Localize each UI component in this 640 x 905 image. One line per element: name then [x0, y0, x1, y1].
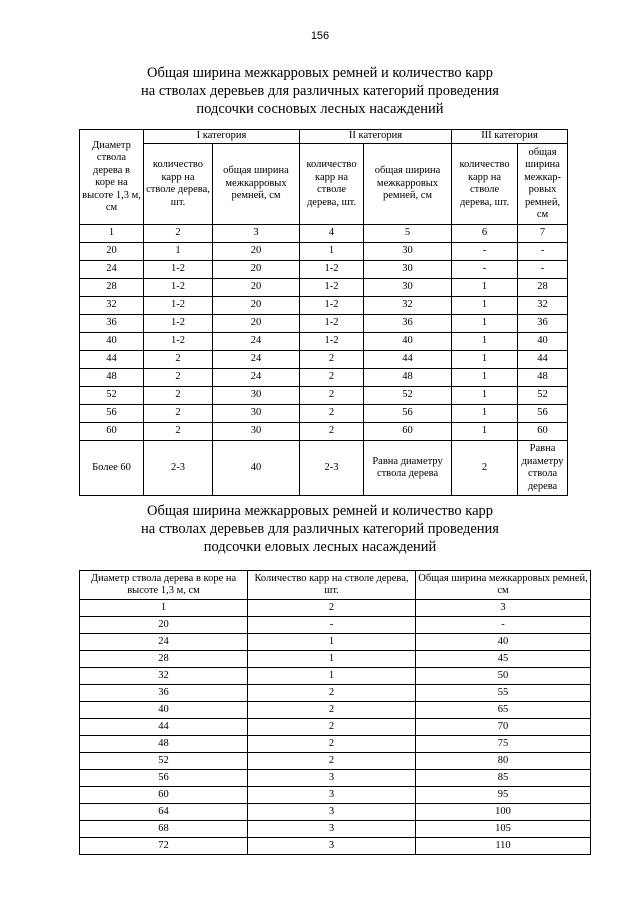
column-header: общая ширина межкарровых ремней, см [364, 144, 452, 225]
table-cell: 1 [452, 387, 518, 405]
table-cell: 40 [518, 333, 568, 351]
table-cell: 20 [213, 297, 300, 315]
table-cell: 60 [518, 423, 568, 441]
table-cell: 36 [80, 685, 248, 702]
table-cell: 85 [416, 770, 591, 787]
table-row [80, 787, 591, 804]
table-cell: 1 [248, 634, 416, 651]
table-cell: 40 [416, 634, 591, 651]
table-cell: 5 [364, 225, 452, 243]
table-cell: 3 [248, 821, 416, 838]
table-cell: 30 [364, 243, 452, 261]
table-cell: 1 [452, 405, 518, 423]
table-cell: 1-2 [144, 279, 213, 297]
table-cell: 56 [80, 770, 248, 787]
table-row [80, 387, 568, 405]
table-cell: 1 [452, 315, 518, 333]
table-cell: 1 [144, 243, 213, 261]
table-cell: 48 [364, 369, 452, 387]
table-cell: Равна диаметру ствола дерева [518, 441, 568, 496]
table-row [80, 441, 568, 496]
table-cell: 44 [80, 351, 144, 369]
table-cell: 28 [80, 279, 144, 297]
table-cell: 1 [452, 297, 518, 315]
category-header: I категория [144, 130, 300, 144]
table-cell: 44 [364, 351, 452, 369]
table-cell: 45 [416, 651, 591, 668]
table-cell: 68 [80, 821, 248, 838]
table-header-row [80, 130, 568, 144]
table-cell: 60 [364, 423, 452, 441]
table-cell: 80 [416, 753, 591, 770]
table-cell: 52 [80, 753, 248, 770]
column-header: Диаметр ствола дерева в коре на высоте 1,3 м, см [80, 571, 248, 600]
table-cell: 100 [416, 804, 591, 821]
table-cell: 24 [213, 369, 300, 387]
table-cell: 30 [213, 387, 300, 405]
table-cell: 52 [80, 387, 144, 405]
table-cell: 56 [518, 405, 568, 423]
table-cell: 75 [416, 736, 591, 753]
table-cell: 56 [364, 405, 452, 423]
table-cell: 20 [80, 243, 144, 261]
table-cell: 1-2 [300, 333, 364, 351]
table-cell: 28 [80, 651, 248, 668]
table-row [80, 753, 591, 770]
table-cell: 2 [300, 423, 364, 441]
table-cell: 36 [80, 315, 144, 333]
pine-table-title [60, 64, 580, 118]
table-cell: 3 [248, 770, 416, 787]
table-cell: 70 [416, 719, 591, 736]
table-cell: 36 [364, 315, 452, 333]
column-numbering-row [80, 225, 568, 243]
table-row [80, 315, 568, 333]
table-row [80, 617, 591, 634]
diameter-header: Диаметр ствола дерева в коре на высоте 1,3 м, см [80, 130, 144, 225]
column-header: количество карр на стволе дерева, шт. [144, 144, 213, 225]
table-cell: 40 [364, 333, 452, 351]
table-cell: 1-2 [300, 297, 364, 315]
table-cell: 2 [144, 387, 213, 405]
table-cell: 48 [80, 369, 144, 387]
table-cell: 2 [144, 225, 213, 243]
table-cell: 2 [144, 351, 213, 369]
table-row [80, 770, 591, 787]
table-cell: - [518, 243, 568, 261]
table-cell: 1 [80, 600, 248, 617]
column-header: количество карр на стволе дерева, шт. [300, 144, 364, 225]
table-row [80, 685, 591, 702]
table-subheader-row [80, 144, 568, 225]
table-row [80, 243, 568, 261]
title-line: подсочки сосновых лесных насаждений [196, 101, 444, 117]
table-cell: 24 [213, 333, 300, 351]
table-cell: 44 [80, 719, 248, 736]
table-cell: 3 [248, 787, 416, 804]
table-cell: 2 [248, 736, 416, 753]
column-header: Общая ширина межкарровых ремней, см [416, 571, 591, 600]
table-cell: 20 [213, 243, 300, 261]
table-cell: 1 [248, 668, 416, 685]
table-cell: 2 [144, 405, 213, 423]
table-cell: 64 [80, 804, 248, 821]
table-cell: 36 [518, 315, 568, 333]
table-cell: 32 [80, 668, 248, 685]
table-row [80, 369, 568, 387]
table-row [80, 333, 568, 351]
table-cell: 1-2 [300, 315, 364, 333]
table-cell: 65 [416, 702, 591, 719]
table-cell: 30 [213, 405, 300, 423]
table-cell: 2 [452, 441, 518, 496]
spruce-table-body [80, 600, 591, 855]
title-line: Общая ширина межкарровых ремней и количество карр [146, 65, 494, 81]
table-header-row [80, 571, 591, 600]
table-cell: 95 [416, 787, 591, 804]
title-line: Общая ширина межкарровых ремней и количество карр [146, 503, 494, 519]
category-header: II категория [300, 130, 452, 144]
table-cell: - [452, 243, 518, 261]
table-cell: 60 [80, 423, 144, 441]
table-cell: 2 [300, 369, 364, 387]
table-cell: - [518, 261, 568, 279]
title-line: подсочки еловых лесных насаждений [203, 539, 437, 555]
table-cell: 1-2 [300, 261, 364, 279]
table-cell: 2 [248, 702, 416, 719]
table-cell: 40 [80, 333, 144, 351]
table-cell: 28 [518, 279, 568, 297]
table-cell: 2-3 [300, 441, 364, 496]
table-cell: 30 [213, 423, 300, 441]
table-cell: 7 [518, 225, 568, 243]
table-cell: 105 [416, 821, 591, 838]
table-cell: 24 [213, 351, 300, 369]
pine-belts-table [79, 129, 568, 496]
table-row [80, 702, 591, 719]
table-cell: 20 [213, 279, 300, 297]
table-cell: 20 [213, 315, 300, 333]
table-cell: 44 [518, 351, 568, 369]
table-cell: 3 [213, 225, 300, 243]
pine-table-body [80, 243, 568, 496]
table-cell: 1 [452, 369, 518, 387]
table-cell: 52 [518, 387, 568, 405]
table-row [80, 804, 591, 821]
table-cell: 1 [452, 333, 518, 351]
table-cell: 32 [364, 297, 452, 315]
table-cell: 2 [248, 685, 416, 702]
table-cell: 24 [80, 261, 144, 279]
category-header: III категория [452, 130, 568, 144]
table-cell: 2 [248, 719, 416, 736]
table-cell: Более 60 [80, 441, 144, 496]
table-cell: 1-2 [144, 315, 213, 333]
table-row [80, 423, 568, 441]
table-cell: Равна диаметру ствола дерева [364, 441, 452, 496]
table-row [80, 600, 591, 617]
table-cell: 110 [416, 838, 591, 855]
table-cell: 48 [80, 736, 248, 753]
column-header: количество карр на стволе дерева, шт. [452, 144, 518, 225]
table-row [80, 634, 591, 651]
column-header: общая ширина межкарровых ремней, см [213, 144, 300, 225]
table-cell: 55 [416, 685, 591, 702]
column-header: общая ширина межкар-ровых ремней, см [518, 144, 568, 225]
title-line: на стволах деревьев для различных категорий проведения [141, 83, 499, 99]
table-row [80, 821, 591, 838]
table-cell: 40 [80, 702, 248, 719]
table-row [80, 405, 568, 423]
table-cell: 1-2 [144, 261, 213, 279]
table-cell: 40 [213, 441, 300, 496]
table-row [80, 719, 591, 736]
table-row [80, 297, 568, 315]
table-cell: 1 [248, 651, 416, 668]
table-row [80, 351, 568, 369]
table-row [80, 668, 591, 685]
table-row [80, 261, 568, 279]
table-cell: 2 [300, 387, 364, 405]
table-cell: 1 [452, 423, 518, 441]
table-row [80, 736, 591, 753]
table-cell: 52 [364, 387, 452, 405]
table-cell: 2 [144, 369, 213, 387]
table-cell: 30 [364, 279, 452, 297]
page-number: 156 [310, 30, 330, 42]
table-cell: - [248, 617, 416, 634]
table-cell: 6 [452, 225, 518, 243]
table-cell: 2-3 [144, 441, 213, 496]
table-row [80, 279, 568, 297]
table-cell: 32 [518, 297, 568, 315]
table-cell: 3 [416, 600, 591, 617]
table-cell: 3 [248, 838, 416, 855]
spruce-table-title [60, 502, 580, 556]
table-cell: - [416, 617, 591, 634]
table-cell: 48 [518, 369, 568, 387]
table-cell: 2 [248, 600, 416, 617]
table-cell: 1 [300, 243, 364, 261]
table-cell: 56 [80, 405, 144, 423]
table-cell: 3 [248, 804, 416, 821]
table-row [80, 651, 591, 668]
table-cell: 1 [452, 279, 518, 297]
table-cell: 2 [300, 405, 364, 423]
table-cell: 1 [80, 225, 144, 243]
table-cell: 4 [300, 225, 364, 243]
table-cell: 1-2 [144, 333, 213, 351]
table-cell: 72 [80, 838, 248, 855]
title-line: на стволах деревьев для различных категорий проведения [141, 521, 499, 537]
table-cell: 20 [80, 617, 248, 634]
table-cell: 2 [248, 753, 416, 770]
table-cell: 2 [144, 423, 213, 441]
table-cell: 2 [300, 351, 364, 369]
table-cell: 1 [452, 351, 518, 369]
table-cell: 30 [364, 261, 452, 279]
table-cell: 60 [80, 787, 248, 804]
table-cell: 32 [80, 297, 144, 315]
table-cell: 1-2 [300, 279, 364, 297]
spruce-belts-table [79, 570, 591, 855]
table-row [80, 838, 591, 855]
table-cell: 20 [213, 261, 300, 279]
column-header: Количество карр на стволе дерева, шт. [248, 571, 416, 600]
table-cell: 24 [80, 634, 248, 651]
table-cell: 50 [416, 668, 591, 685]
table-cell: 1-2 [144, 297, 213, 315]
table-cell: - [452, 261, 518, 279]
